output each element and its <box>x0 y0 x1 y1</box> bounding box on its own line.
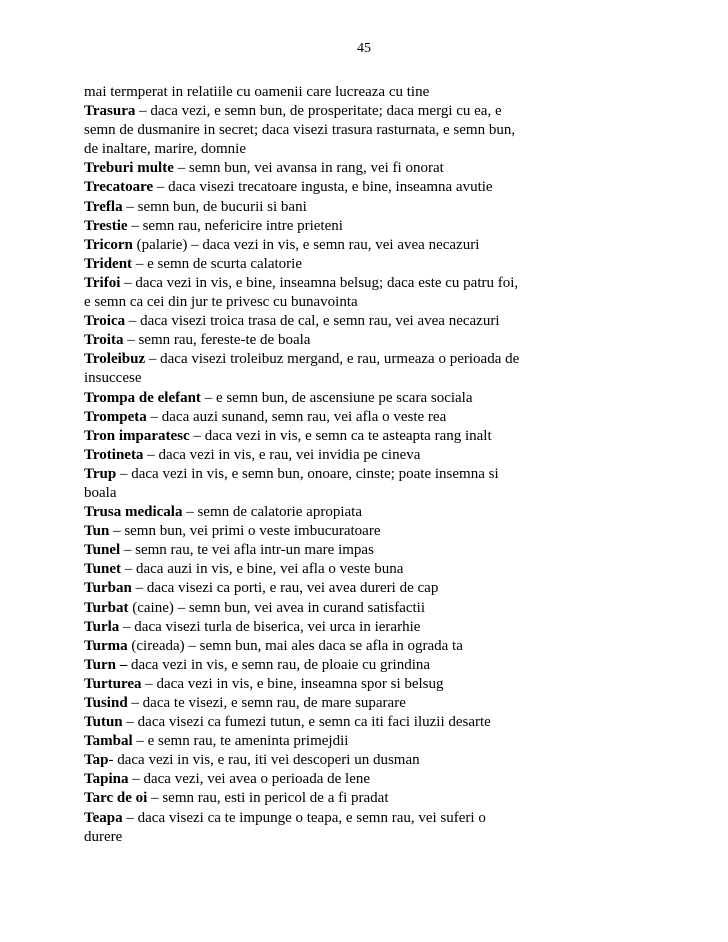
entry-term: Troica <box>84 313 126 330</box>
entry-line <box>84 350 604 369</box>
entry-term: Tricorn <box>84 236 133 253</box>
entry-term: Tap <box>84 752 109 769</box>
entry-definition: boala <box>84 484 117 501</box>
entry-definition: – semn bun, vei avansa in rang, vei fi onorat <box>173 160 444 177</box>
entry-line <box>84 599 604 618</box>
entry-term: Troita <box>84 332 124 349</box>
entry-term: Trotineta <box>84 446 144 463</box>
entry-definition: - daca vezi in vis, e rau, iti vei descoperi un dusman <box>108 752 420 769</box>
entry-line <box>84 828 604 847</box>
entry-definition: (cireada) – semn bun, mai ales daca se afla in ograda ta <box>127 637 463 654</box>
entry-line <box>84 560 604 579</box>
entry-term: Tusind <box>84 695 128 711</box>
entry-line <box>84 121 604 140</box>
entry-term: Trestie <box>84 217 128 234</box>
entry-definition: durere <box>84 828 123 845</box>
entry-definition: – daca vezi, e semn bun, de prosperitate; daca mergi cu ea, e <box>135 103 502 120</box>
entry-term: Trompeta <box>84 408 147 425</box>
entry-term: Tutun <box>84 714 123 731</box>
entry-line <box>84 274 604 293</box>
entry-line <box>84 159 604 178</box>
entry-term: Tron imparatesc <box>84 427 190 444</box>
entry-line <box>84 312 604 331</box>
entry-definition: semn de dusmanire in secret; daca visezi trasura rasturnata, e semn bun, <box>84 122 516 139</box>
entry-definition: – daca vezi in vis, e bine, inseamna belsug; daca este cu patru foi, <box>120 274 519 291</box>
entry-line <box>84 751 604 770</box>
entry-line <box>84 732 604 751</box>
entry-term: Turma <box>84 637 128 654</box>
entry-term: Tunel <box>84 542 121 559</box>
entry-definition: – daca vezi in vis, e semn ca te asteapta rang inalt <box>189 427 492 444</box>
entry-term: Turbat <box>84 599 129 616</box>
entry-term: Turturea <box>84 675 142 692</box>
entry-definition: – semn rau, nefericire intre prieteni <box>127 217 343 234</box>
entry-definition: – daca auzi in vis, e bine, vei afla o veste buna <box>120 561 404 578</box>
entry-term: Trifoi <box>84 274 121 291</box>
entry-definition: – e semn de scurta calatorie <box>132 255 302 272</box>
entry-line <box>84 503 604 522</box>
entry-line <box>84 484 604 503</box>
entry-line <box>84 178 604 197</box>
entry-line <box>84 217 604 236</box>
entry-line <box>84 408 604 427</box>
dictionary-entries <box>84 83 604 847</box>
entry-line <box>84 102 604 121</box>
entry-line <box>84 694 604 713</box>
entry-definition: – daca vezi in vis, e semn bun, onoare, cinste; poate insemna si <box>116 465 499 482</box>
entry-line <box>84 809 604 828</box>
entry-term: Turban <box>84 580 132 597</box>
entry-definition: – daca visezi troica trasa de cal, e semn rau, vei avea necazuri <box>125 313 500 330</box>
entry-definition: – e semn bun, de ascensiune pe scara sociala <box>200 389 473 406</box>
entry-line <box>84 389 604 408</box>
entry-term: Teapa <box>84 809 123 826</box>
entry-definition: e semn ca cei din jur te privesc cu bunavointa <box>84 294 358 311</box>
entry-definition: – daca visezi ca te impunge o teapa, e semn rau, vei suferi o <box>122 809 486 826</box>
entry-line <box>84 140 604 159</box>
entry-definition: insuccese <box>84 370 142 387</box>
entry-line <box>84 255 604 274</box>
entry-definition: – daca visezi turla de biserica, vei urca in ierarhie <box>119 618 421 635</box>
entry-line <box>84 427 604 446</box>
entry-line <box>84 541 604 560</box>
entry-term: Tambal <box>84 733 133 750</box>
entry-definition: – semn de calatorie apropiata <box>182 504 362 521</box>
entry-line <box>84 618 604 637</box>
entry-definition: (caine) – semn bun, vei avea in curand satisfactii <box>128 599 426 616</box>
entry-line <box>84 465 604 484</box>
entry-term: Turla <box>84 618 120 635</box>
entry-line <box>84 83 604 102</box>
entry-definition: – daca visezi ca fumezi tutun, e semn ca iti faci iluzii desarte <box>122 714 491 731</box>
entry-line <box>84 770 604 789</box>
entry-definition: – daca vezi in vis, e rau, vei invidia pe cineva <box>143 446 421 463</box>
entry-definition: – daca vezi, vei avea o perioada de lene <box>128 771 371 788</box>
entry-definition: – e semn rau, te ameninta primejdii <box>132 733 349 750</box>
entry-term: Trecatoare <box>84 179 154 196</box>
entry-term: Turn – <box>84 656 128 673</box>
entry-definition: – semn rau, esti in pericol de a fi pradat <box>147 790 389 807</box>
entry-term: Trup <box>84 465 117 482</box>
entry-definition: de inaltare, marire, domnie <box>84 141 247 158</box>
entry-term: Tapina <box>84 771 129 788</box>
entry-definition: – semn rau, te vei afla intr-un mare impas <box>120 542 374 559</box>
entry-line <box>84 293 604 312</box>
entry-line <box>84 446 604 465</box>
entry-line <box>84 331 604 350</box>
entry-definition: – daca te visezi, e semn rau, de mare suparare <box>127 695 406 711</box>
entry-term: Trusa medicala <box>84 504 183 521</box>
entry-definition: – daca visezi trecatoare ingusta, e bine, inseamna avutie <box>153 179 493 196</box>
entry-line <box>84 713 604 732</box>
entry-definition: daca vezi in vis, e semn rau, de ploaie cu grindina <box>127 656 431 673</box>
entry-line <box>84 656 604 675</box>
entry-term: Troleibuz <box>84 351 146 368</box>
entry-line <box>84 637 604 656</box>
entry-term: Trasura <box>84 103 136 120</box>
entry-term: Treburi multe <box>84 160 174 177</box>
entry-definition: – daca visezi ca porti, e rau, vei avea dureri de cap <box>131 580 439 597</box>
entry-term: Tun <box>84 523 110 540</box>
entry-line <box>84 522 604 541</box>
entry-definition: mai termperat in relatiile cu oamenii care lucreaza cu tine <box>84 84 430 100</box>
entry-term: Tarc de oi <box>84 790 148 807</box>
entry-definition: – semn bun, vei primi o veste imbucuratoare <box>109 523 381 540</box>
entry-line <box>84 789 604 808</box>
entry-term: Trompa de elefant <box>84 389 201 406</box>
entry-definition: – semn rau, fereste-te de boala <box>123 332 311 349</box>
entry-line <box>84 675 604 694</box>
entry-line <box>84 369 604 388</box>
entry-definition: – daca vezi in vis, e bine, inseamna spor si belsug <box>141 675 444 692</box>
page-number: 45 <box>357 41 371 56</box>
entry-definition: – daca auzi sunand, semn rau, vei afla o veste rea <box>146 408 447 425</box>
entry-line <box>84 236 604 255</box>
entry-term: Trident <box>84 255 133 272</box>
entry-term: Tunet <box>84 561 121 578</box>
entry-line <box>84 579 604 598</box>
entry-definition: (palarie) – daca vezi in vis, e semn rau, vei avea necazuri <box>132 236 480 253</box>
entry-line <box>84 198 604 217</box>
entry-definition: – daca visezi troleibuz mergand, e rau, urmeaza o perioada de <box>145 351 520 368</box>
entry-definition: – semn bun, de bucurii si bani <box>122 198 307 215</box>
entry-term: Trefla <box>84 198 123 215</box>
